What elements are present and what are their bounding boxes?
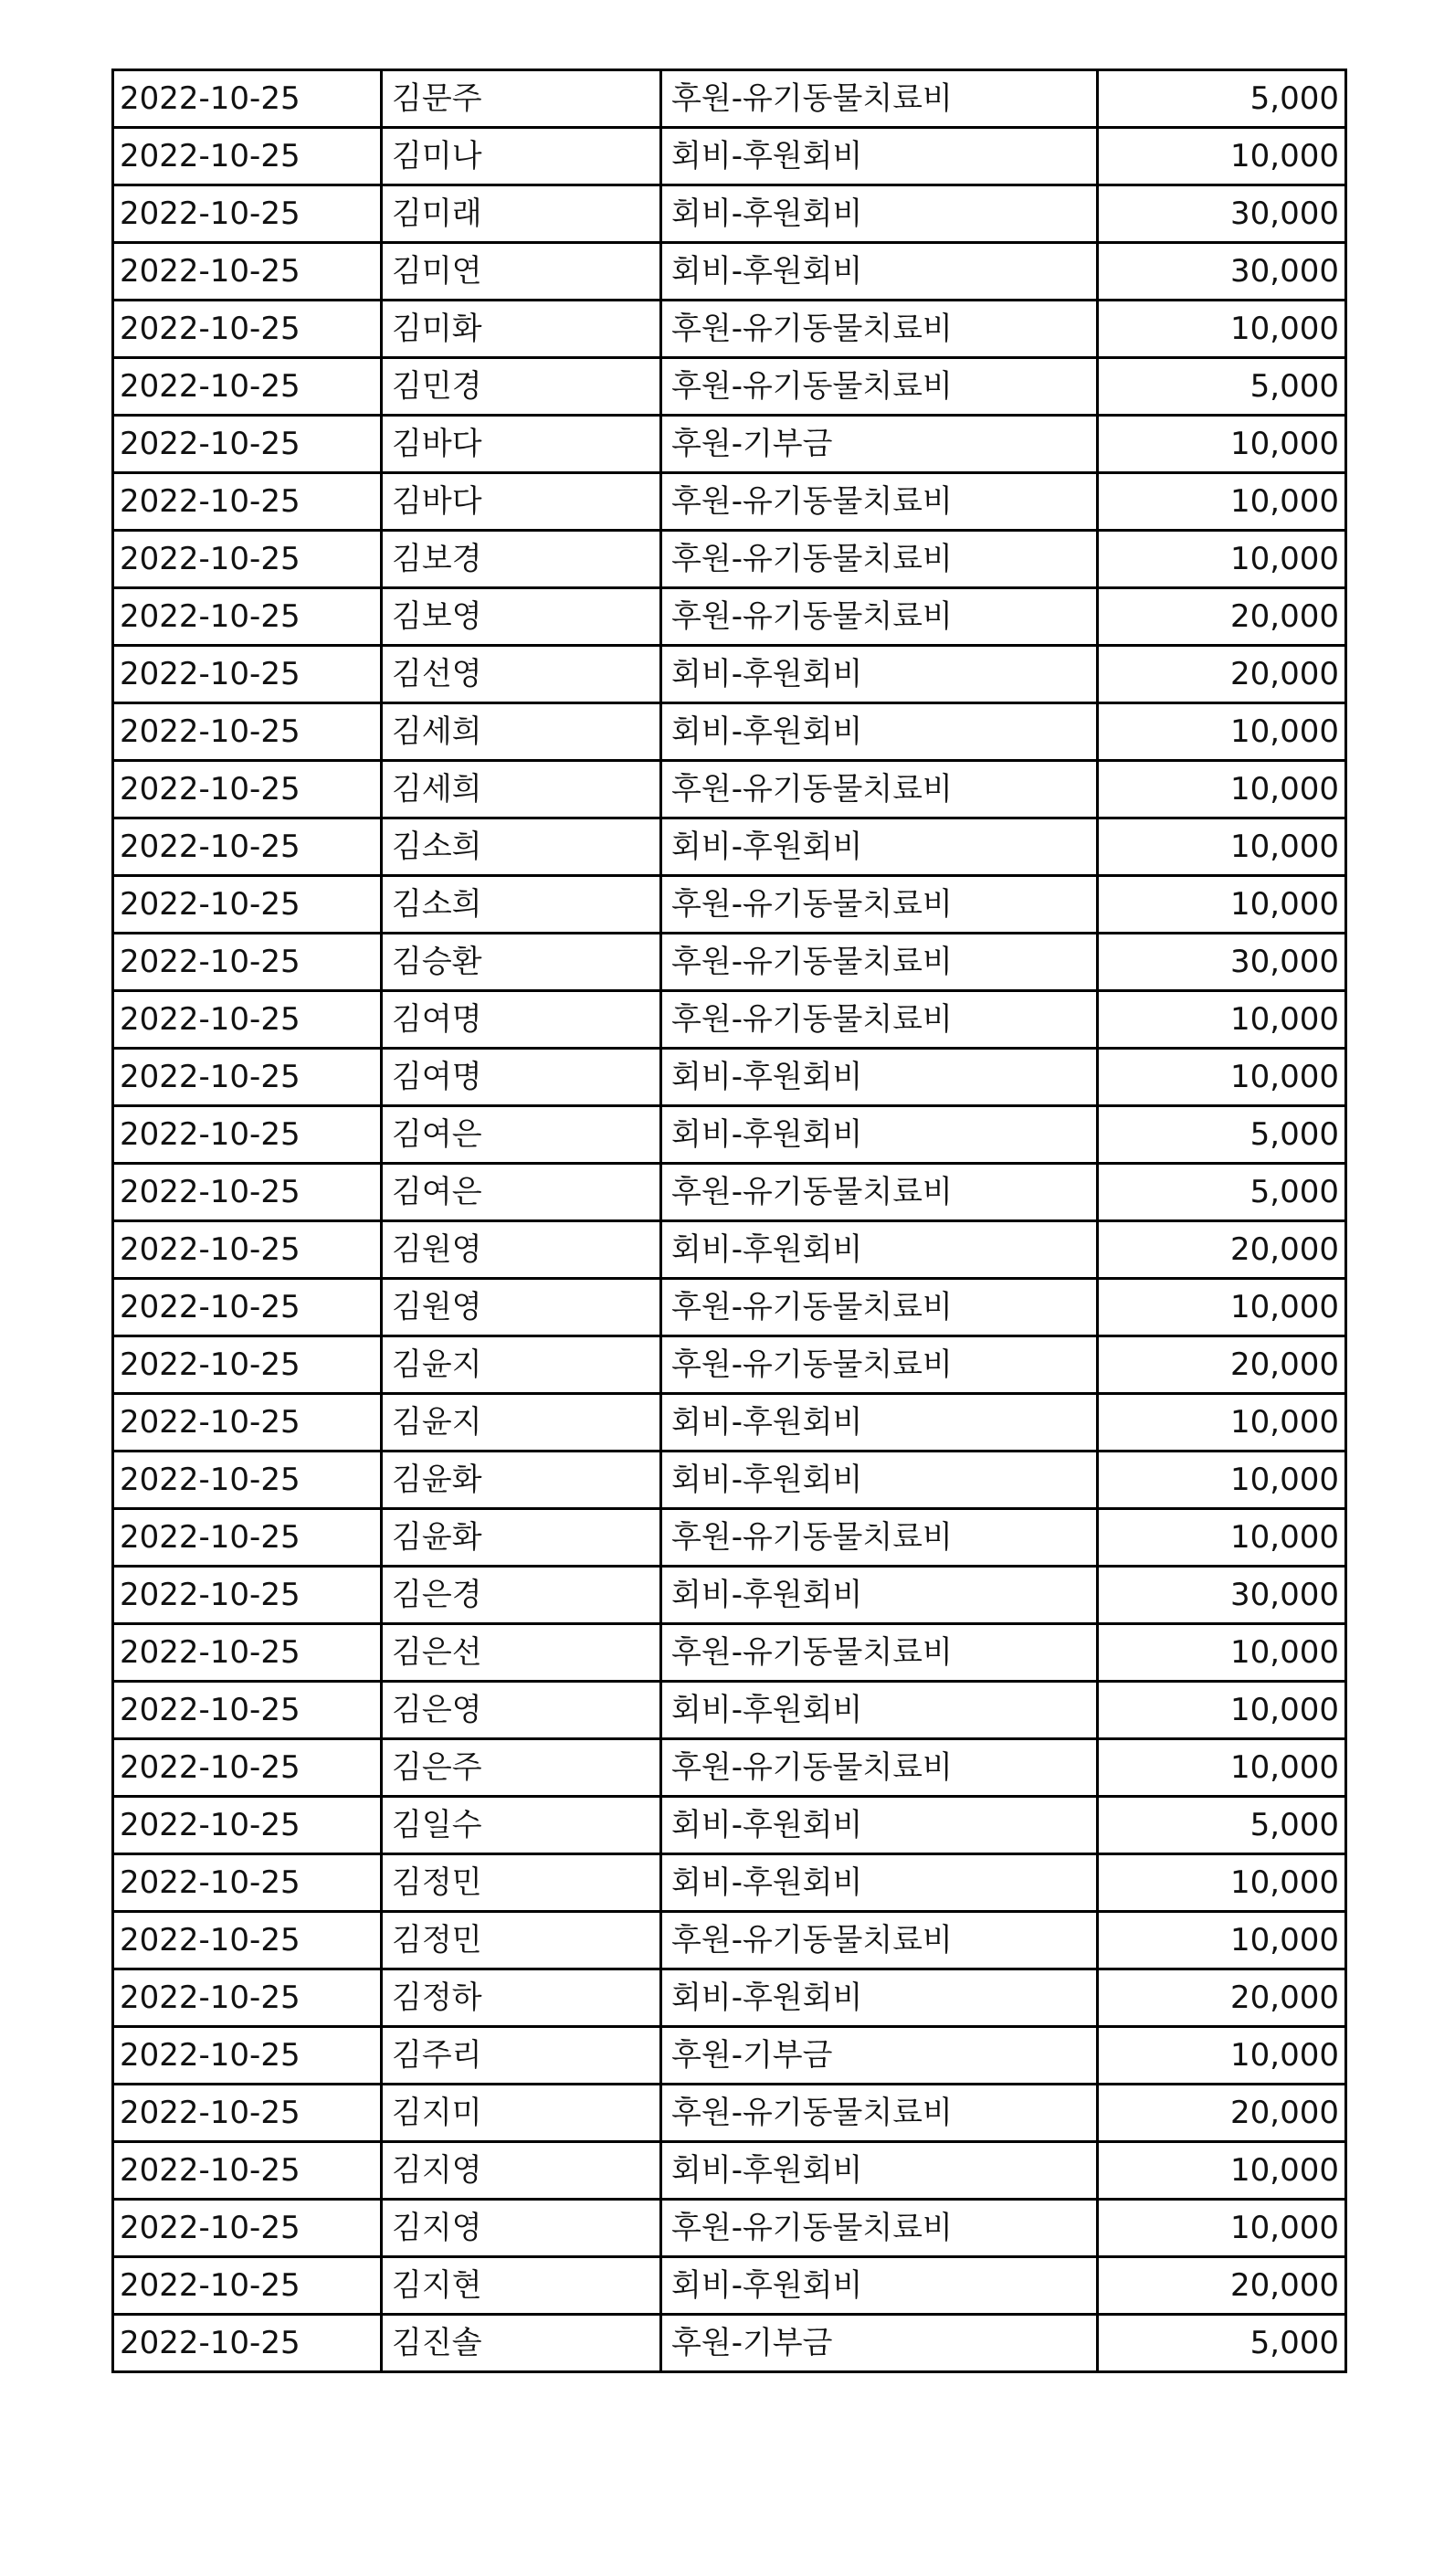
donor-name-cell: 김원영 [382,1221,661,1279]
date-cell: 2022-10-25 [113,2142,382,2200]
category-cell: 후원-유기동물치료비 [661,301,1098,358]
table-row [113,531,1346,588]
donor-name-cell: 김미래 [382,185,661,243]
donor-name-cell: 김정민 [382,1854,661,1912]
amount-cell: 10,000 [1098,2200,1346,2257]
table-row [113,1912,1346,1969]
table-row [113,1106,1346,1164]
date-cell: 2022-10-25 [113,991,382,1049]
table-row [113,128,1346,185]
category-cell: 회비-후원회비 [661,1452,1098,1509]
date-cell: 2022-10-25 [113,1509,382,1567]
date-cell: 2022-10-25 [113,646,382,703]
amount-cell: 10,000 [1098,876,1346,934]
category-cell: 후원-유기동물치료비 [661,1739,1098,1797]
donation-ledger-table [111,69,1347,2373]
table-row [113,2315,1346,2372]
category-cell: 회비-후원회비 [661,2257,1098,2315]
date-cell: 2022-10-25 [113,934,382,991]
donor-name-cell: 김지영 [382,2200,661,2257]
donor-name-cell: 김윤지 [382,1336,661,1394]
table-row [113,1624,1346,1682]
donor-name-cell: 김정민 [382,1912,661,1969]
date-cell: 2022-10-25 [113,1854,382,1912]
table-row [113,876,1346,934]
date-cell: 2022-10-25 [113,2200,382,2257]
category-cell: 회비-후원회비 [661,243,1098,301]
table-row [113,1279,1346,1336]
table-row [113,934,1346,991]
table-row [113,1969,1346,2027]
category-cell: 회비-후원회비 [661,818,1098,876]
amount-cell: 10,000 [1098,1912,1346,1969]
donor-name-cell: 김윤화 [382,1452,661,1509]
date-cell: 2022-10-25 [113,1912,382,1969]
amount-cell: 10,000 [1098,1452,1346,1509]
donor-name-cell: 김승환 [382,934,661,991]
amount-cell: 10,000 [1098,1739,1346,1797]
date-cell: 2022-10-25 [113,358,382,416]
donor-name-cell: 김소희 [382,876,661,934]
table-row [113,1797,1346,1854]
amount-cell: 10,000 [1098,128,1346,185]
date-cell: 2022-10-25 [113,1452,382,1509]
amount-cell: 30,000 [1098,934,1346,991]
ledger-body [113,70,1346,2372]
date-cell: 2022-10-25 [113,301,382,358]
amount-cell: 20,000 [1098,1336,1346,1394]
donor-name-cell: 김지영 [382,2142,661,2200]
table-row [113,991,1346,1049]
date-cell: 2022-10-25 [113,876,382,934]
amount-cell: 10,000 [1098,301,1346,358]
category-cell: 후원-유기동물치료비 [661,876,1098,934]
amount-cell: 5,000 [1098,2315,1346,2372]
amount-cell: 10,000 [1098,1394,1346,1452]
category-cell: 후원-유기동물치료비 [661,2200,1098,2257]
date-cell: 2022-10-25 [113,1682,382,1739]
date-cell: 2022-10-25 [113,531,382,588]
donor-name-cell: 김선영 [382,646,661,703]
amount-cell: 10,000 [1098,2027,1346,2085]
table-row [113,301,1346,358]
donor-name-cell: 김세희 [382,761,661,818]
donor-name-cell: 김여은 [382,1106,661,1164]
donor-name-cell: 김일수 [382,1797,661,1854]
table-row [113,1336,1346,1394]
donor-name-cell: 김주리 [382,2027,661,2085]
category-cell: 후원-유기동물치료비 [661,1279,1098,1336]
category-cell: 회비-후원회비 [661,1682,1098,1739]
category-cell: 회비-후원회비 [661,1049,1098,1106]
amount-cell: 10,000 [1098,1682,1346,1739]
donor-name-cell: 김문주 [382,70,661,128]
donor-name-cell: 김윤화 [382,1509,661,1567]
category-cell: 회비-후원회비 [661,1854,1098,1912]
amount-cell: 5,000 [1098,1797,1346,1854]
table-row [113,2085,1346,2142]
date-cell: 2022-10-25 [113,2315,382,2372]
category-cell: 후원-유기동물치료비 [661,991,1098,1049]
amount-cell: 30,000 [1098,243,1346,301]
table-row [113,818,1346,876]
category-cell: 회비-후원회비 [661,2142,1098,2200]
table-row [113,1221,1346,1279]
category-cell: 회비-후원회비 [661,1797,1098,1854]
amount-cell: 20,000 [1098,646,1346,703]
date-cell: 2022-10-25 [113,2085,382,2142]
donor-name-cell: 김윤지 [382,1394,661,1452]
donor-name-cell: 김보영 [382,588,661,646]
amount-cell: 10,000 [1098,1279,1346,1336]
donor-name-cell: 김미나 [382,128,661,185]
date-cell: 2022-10-25 [113,1624,382,1682]
category-cell: 후원-유기동물치료비 [661,588,1098,646]
table-row [113,703,1346,761]
donor-name-cell: 김여명 [382,991,661,1049]
amount-cell: 10,000 [1098,991,1346,1049]
donor-name-cell: 김바다 [382,473,661,531]
donor-name-cell: 김진솔 [382,2315,661,2372]
category-cell: 회비-후원회비 [661,703,1098,761]
table-row [113,761,1346,818]
amount-cell: 20,000 [1098,588,1346,646]
category-cell: 후원-유기동물치료비 [661,761,1098,818]
category-cell: 회비-후원회비 [661,185,1098,243]
category-cell: 후원-유기동물치료비 [661,531,1098,588]
table-row [113,2257,1346,2315]
category-cell: 회비-후원회비 [661,1394,1098,1452]
amount-cell: 20,000 [1098,2257,1346,2315]
date-cell: 2022-10-25 [113,818,382,876]
category-cell: 후원-기부금 [661,2027,1098,2085]
date-cell: 2022-10-25 [113,2027,382,2085]
date-cell: 2022-10-25 [113,1969,382,2027]
date-cell: 2022-10-25 [113,185,382,243]
donor-name-cell: 김은선 [382,1624,661,1682]
amount-cell: 20,000 [1098,2085,1346,2142]
date-cell: 2022-10-25 [113,703,382,761]
amount-cell: 30,000 [1098,185,1346,243]
donor-name-cell: 김소희 [382,818,661,876]
category-cell: 회비-후원회비 [661,128,1098,185]
category-cell: 회비-후원회비 [661,1567,1098,1624]
donor-name-cell: 김원영 [382,1279,661,1336]
category-cell: 후원-유기동물치료비 [661,934,1098,991]
date-cell: 2022-10-25 [113,128,382,185]
donor-name-cell: 김정하 [382,1969,661,2027]
category-cell: 회비-후원회비 [661,1106,1098,1164]
donor-name-cell: 김민경 [382,358,661,416]
amount-cell: 20,000 [1098,1969,1346,2027]
table-row [113,358,1346,416]
category-cell: 후원-기부금 [661,416,1098,473]
amount-cell: 5,000 [1098,358,1346,416]
date-cell: 2022-10-25 [113,1279,382,1336]
amount-cell: 10,000 [1098,1509,1346,1567]
table-row [113,243,1346,301]
donor-name-cell: 김지현 [382,2257,661,2315]
table-row [113,2200,1346,2257]
date-cell: 2022-10-25 [113,2257,382,2315]
amount-cell: 10,000 [1098,1854,1346,1912]
date-cell: 2022-10-25 [113,1221,382,1279]
amount-cell: 10,000 [1098,531,1346,588]
table-row [113,1452,1346,1509]
amount-cell: 10,000 [1098,818,1346,876]
category-cell: 후원-유기동물치료비 [661,358,1098,416]
category-cell: 후원-유기동물치료비 [661,473,1098,531]
table-row [113,1682,1346,1739]
date-cell: 2022-10-25 [113,243,382,301]
donor-name-cell: 김바다 [382,416,661,473]
table-row [113,1739,1346,1797]
date-cell: 2022-10-25 [113,473,382,531]
date-cell: 2022-10-25 [113,1106,382,1164]
date-cell: 2022-10-25 [113,1394,382,1452]
donor-name-cell: 김은영 [382,1682,661,1739]
table-row [113,646,1346,703]
date-cell: 2022-10-25 [113,1336,382,1394]
amount-cell: 10,000 [1098,416,1346,473]
category-cell: 후원-유기동물치료비 [661,1164,1098,1221]
donor-name-cell: 김미화 [382,301,661,358]
amount-cell: 20,000 [1098,1221,1346,1279]
amount-cell: 10,000 [1098,761,1346,818]
table-row [113,2027,1346,2085]
amount-cell: 10,000 [1098,1049,1346,1106]
table-row [113,1049,1346,1106]
category-cell: 후원-유기동물치료비 [661,1912,1098,1969]
amount-cell: 10,000 [1098,1624,1346,1682]
donor-name-cell: 김여명 [382,1049,661,1106]
category-cell: 후원-유기동물치료비 [661,70,1098,128]
table-row [113,1567,1346,1624]
category-cell: 회비-후원회비 [661,1969,1098,2027]
date-cell: 2022-10-25 [113,1797,382,1854]
amount-cell: 5,000 [1098,1164,1346,1221]
category-cell: 회비-후원회비 [661,646,1098,703]
category-cell: 후원-유기동물치료비 [661,1509,1098,1567]
table-row [113,1509,1346,1567]
date-cell: 2022-10-25 [113,761,382,818]
date-cell: 2022-10-25 [113,1049,382,1106]
amount-cell: 10,000 [1098,473,1346,531]
table-row [113,70,1346,128]
amount-cell: 30,000 [1098,1567,1346,1624]
table-row [113,473,1346,531]
table-row [113,2142,1346,2200]
category-cell: 후원-유기동물치료비 [661,2085,1098,2142]
category-cell: 후원-유기동물치료비 [661,1336,1098,1394]
table-row [113,588,1346,646]
donor-name-cell: 김여은 [382,1164,661,1221]
table-row [113,1854,1346,1912]
date-cell: 2022-10-25 [113,416,382,473]
date-cell: 2022-10-25 [113,1164,382,1221]
amount-cell: 5,000 [1098,1106,1346,1164]
table-row [113,185,1346,243]
amount-cell: 10,000 [1098,2142,1346,2200]
category-cell: 후원-유기동물치료비 [661,1624,1098,1682]
table-row [113,1164,1346,1221]
category-cell: 회비-후원회비 [661,1221,1098,1279]
donor-name-cell: 김은주 [382,1739,661,1797]
donor-name-cell: 김지미 [382,2085,661,2142]
category-cell: 후원-기부금 [661,2315,1098,2372]
donor-name-cell: 김세희 [382,703,661,761]
donor-name-cell: 김미연 [382,243,661,301]
table-row [113,416,1346,473]
date-cell: 2022-10-25 [113,588,382,646]
donor-name-cell: 김은경 [382,1567,661,1624]
donor-name-cell: 김보경 [382,531,661,588]
amount-cell: 5,000 [1098,70,1346,128]
table-row [113,1394,1346,1452]
amount-cell: 10,000 [1098,703,1346,761]
date-cell: 2022-10-25 [113,1567,382,1624]
date-cell: 2022-10-25 [113,70,382,128]
date-cell: 2022-10-25 [113,1739,382,1797]
